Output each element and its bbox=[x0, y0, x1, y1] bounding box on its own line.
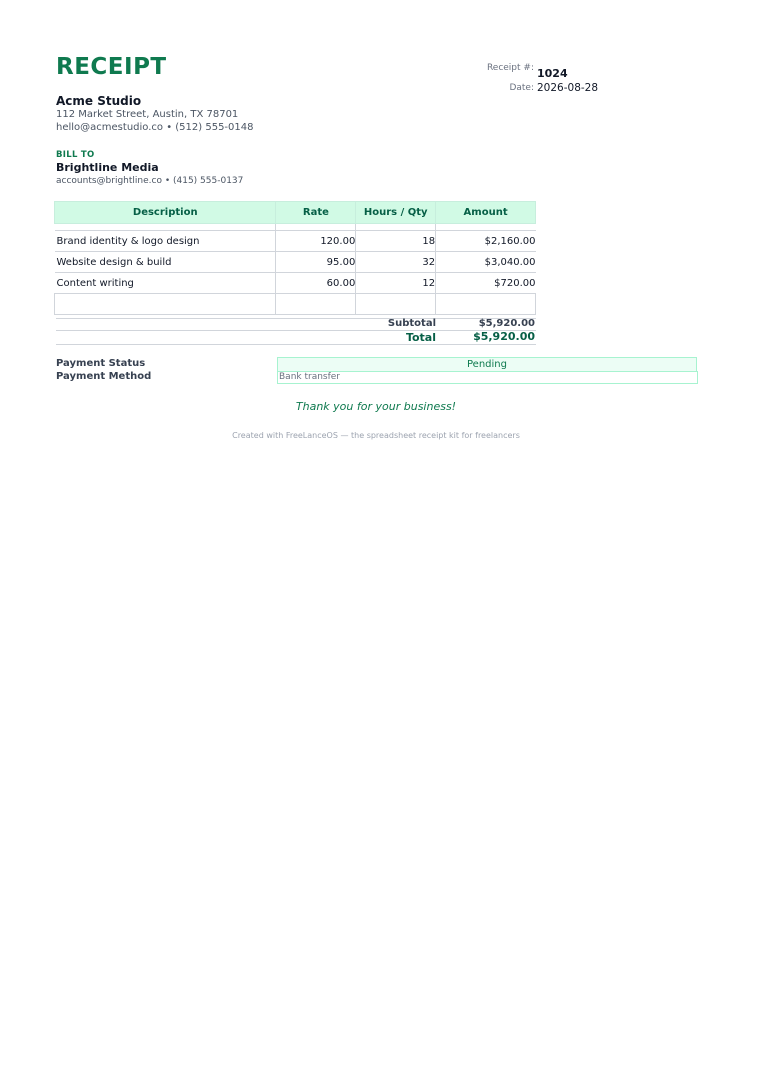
thank-you-message: Thank you for your business! bbox=[295, 400, 457, 413]
table-empty-row bbox=[55, 294, 536, 315]
table-spacer-row bbox=[55, 224, 536, 231]
total-value: $5,920.00 bbox=[473, 330, 535, 343]
bill-to-label: BILL TO bbox=[56, 150, 95, 160]
item-qty: 18 bbox=[356, 231, 436, 252]
receipt-title: RECEIPT bbox=[56, 54, 167, 80]
receipt-number: 1024 bbox=[537, 67, 568, 80]
item-rate: 120.00 bbox=[276, 231, 356, 252]
client-name: Brightline Media bbox=[56, 161, 159, 174]
footer-note: Created with FreeLanceOS — the spreadsheet receipt kit for freelancers bbox=[232, 431, 520, 440]
item-description: Content writing bbox=[55, 273, 276, 294]
item-qty: 12 bbox=[356, 273, 436, 294]
table-row bbox=[55, 252, 536, 273]
table-row bbox=[55, 273, 536, 294]
payment-method-value: Bank transfer bbox=[277, 371, 698, 384]
table-row bbox=[55, 231, 536, 252]
company-contact: hello@acmestudio.co • (512) 555-0148 bbox=[56, 122, 254, 133]
item-description: Brand identity & logo design bbox=[55, 231, 276, 252]
column-header-qty: Hours / Qty bbox=[356, 202, 436, 224]
table-header-row bbox=[55, 202, 536, 224]
subtotal-label: Subtotal bbox=[387, 318, 436, 329]
item-qty: 32 bbox=[356, 252, 436, 273]
item-rate: 60.00 bbox=[276, 273, 356, 294]
payment-method-label: Payment Method bbox=[56, 371, 152, 382]
total-label: Total bbox=[405, 331, 436, 344]
column-header-rate: Rate bbox=[276, 202, 356, 224]
subtotal-value: $5,920.00 bbox=[478, 318, 535, 329]
receipt-number-label: Receipt #: bbox=[486, 63, 534, 73]
item-rate: 95.00 bbox=[276, 252, 356, 273]
receipt-date: 2026-08-28 bbox=[537, 82, 599, 94]
item-amount: $3,040.00 bbox=[436, 252, 536, 273]
date-label: Date: bbox=[509, 83, 534, 93]
line-items-table bbox=[54, 201, 536, 315]
item-amount: $720.00 bbox=[436, 273, 536, 294]
payment-status-label: Payment Status bbox=[56, 358, 146, 369]
column-header-amount: Amount bbox=[436, 202, 536, 224]
company-name: Acme Studio bbox=[56, 94, 142, 108]
company-address: 112 Market Street, Austin, TX 78701 bbox=[56, 109, 239, 120]
payment-status-badge: Pending bbox=[277, 357, 697, 372]
client-contact: accounts@brightline.co • (415) 555-0137 bbox=[56, 176, 244, 186]
totals-bottom-divider bbox=[56, 344, 536, 345]
item-amount: $2,160.00 bbox=[436, 231, 536, 252]
column-header-description: Description bbox=[55, 202, 276, 224]
item-description: Website design & build bbox=[55, 252, 276, 273]
